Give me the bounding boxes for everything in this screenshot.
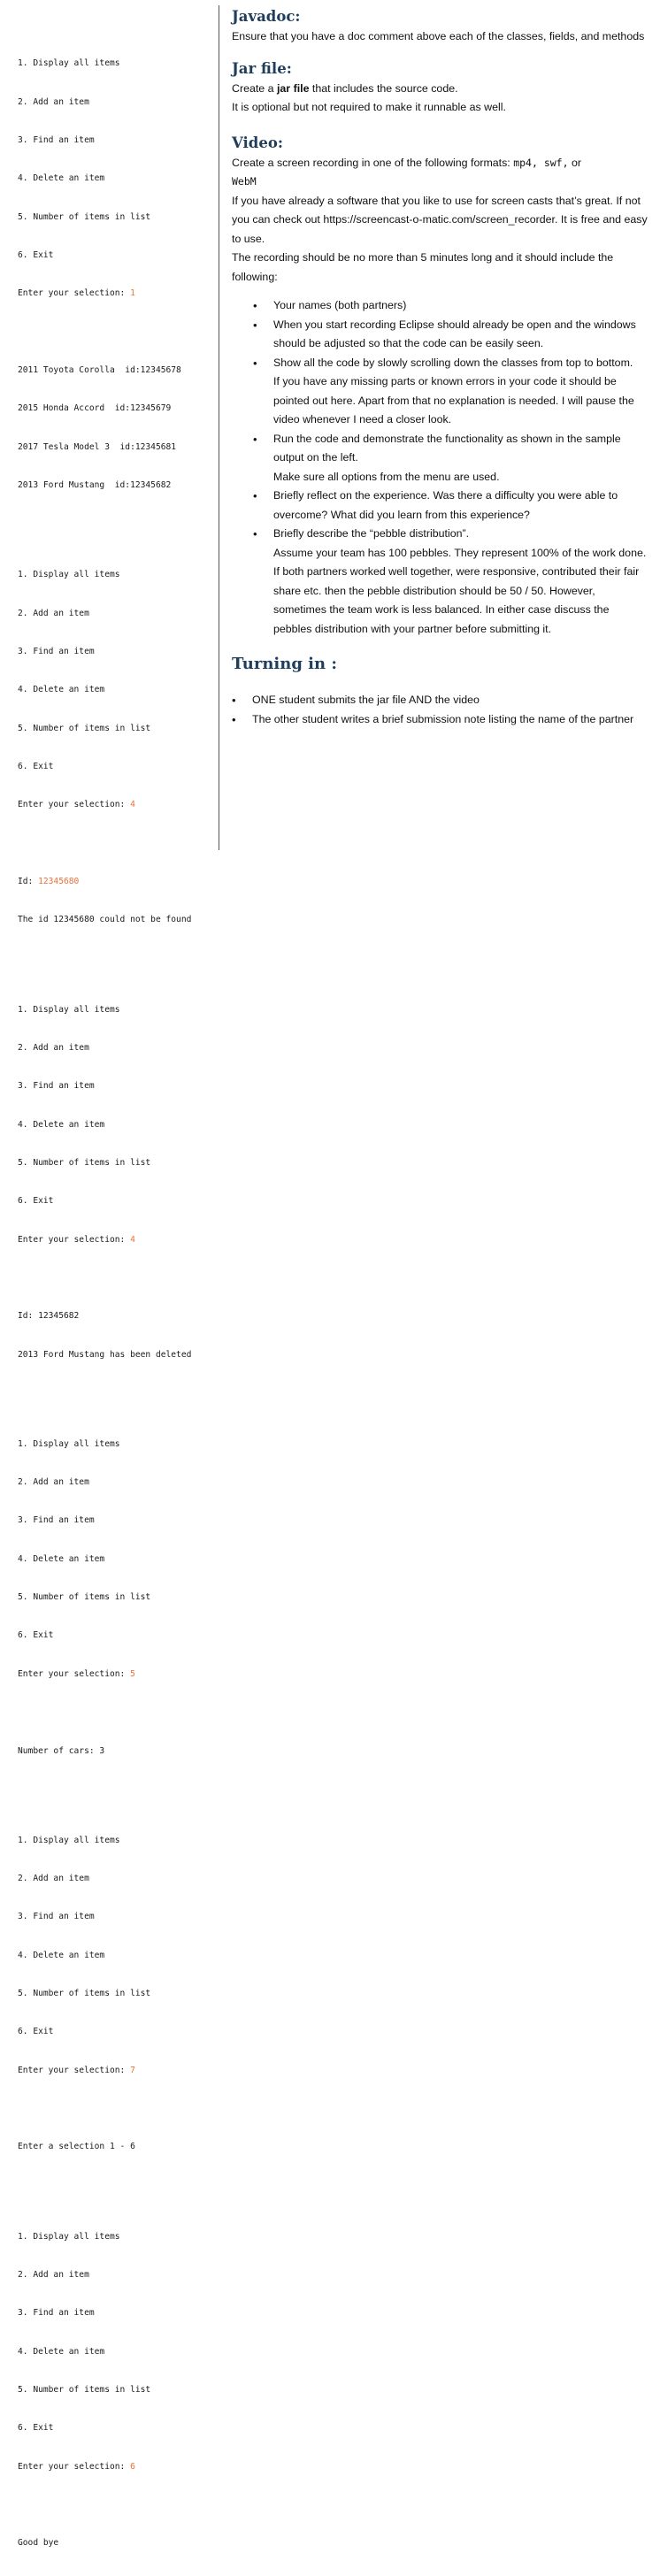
listing-line: 2017 Tesla Model 3 id:12345681 — [18, 441, 177, 452]
video-heading: Video: — [232, 134, 283, 151]
jar-heading: Jar file: — [232, 59, 292, 77]
blank-line — [18, 1387, 214, 1399]
list-item-text: Show all the code by slowly scrolling down the classes from top to bottom. — [273, 356, 633, 369]
list-item — [232, 316, 648, 354]
menu-line: 5. Number of items in list — [18, 211, 151, 222]
jar-text-pre: Create a — [232, 81, 277, 95]
list-item-text: ONE student submits the jar file AND the video — [252, 694, 480, 706]
prompt-text: Enter your selection: — [18, 288, 131, 299]
list-item-extra: Make sure all options from the menu are used. — [273, 470, 500, 483]
goodbye-message: Good bye — [18, 2538, 59, 2549]
blank-line — [18, 953, 214, 965]
jar-text — [232, 80, 648, 99]
video-text-3: The recording should be no more than 5 minutes long and it should include the following: — [232, 251, 614, 283]
video-text-pre: Create a screen recording in one of the following formats: — [232, 156, 514, 169]
user-input: 1 — [130, 288, 135, 299]
blank-line — [18, 838, 214, 850]
javadoc-heading: Javadoc: — [232, 8, 301, 25]
prompt-text: Enter your selection: — [18, 2065, 131, 2075]
blank-line — [18, 1706, 214, 1719]
video-text-2: If you have already a software that you like to use for screen casts that’s great. If not you can check out https://screencast-o-matic.com/screen_recorder. It is free and easy to use. — [232, 194, 648, 245]
turning-in-list — [232, 691, 648, 729]
menu-line: 3. Find an item — [18, 646, 95, 656]
video-format-webm: WebM — [232, 175, 257, 188]
menu-line: 6. Exit — [18, 2027, 54, 2037]
list-item — [232, 354, 648, 430]
turning-in-heading: Turning in : — [232, 655, 338, 673]
javadoc-text: Ensure that you have a doc comment above each of the classes, fields, and methods — [232, 30, 645, 42]
list-item-text: Briefly reflect on the experience. Was there a difficulty you were able to overcome? What did you learn from this experience? — [273, 489, 618, 521]
menu-line: 2. Add an item — [18, 1477, 89, 1488]
list-item-text: Run the code and demonstrate the functionality as shown in the sample output on the left. — [273, 432, 621, 464]
menu-line: 2. Add an item — [18, 1873, 89, 1883]
jar-text-2: It is optional but not required to make it runnable as well. — [232, 101, 506, 113]
menu-line: 5. Number of items in list — [18, 1989, 151, 1999]
selection-prompt — [18, 1234, 214, 1246]
user-input: 12345680 — [38, 877, 80, 887]
menu-line: 4. Delete an item — [18, 685, 105, 695]
blank-line — [18, 326, 214, 339]
list-item — [232, 430, 648, 487]
menu-line: 3. Find an item — [18, 2308, 95, 2319]
menu-line: 5. Number of items in list — [18, 1592, 151, 1603]
menu-line: 5. Number of items in list — [18, 723, 151, 733]
menu-line: 2. Add an item — [18, 608, 89, 618]
menu-line: 4. Delete an item — [18, 173, 105, 184]
menu-line: 5. Number of items in list — [18, 2384, 151, 2395]
range-message: Enter a selection 1 - 6 — [18, 2142, 135, 2152]
prompt-text: Enter your selection: — [18, 1668, 131, 1679]
selection-prompt — [18, 799, 214, 811]
list-item-text: The other student writes a brief submission note listing the name of the partner — [252, 712, 634, 725]
menu-line: 1. Display all items — [18, 2231, 120, 2242]
user-input: 5 — [130, 1668, 135, 1679]
jar-text-bold: jar file — [276, 81, 310, 95]
sample-console-output — [18, 19, 214, 2576]
user-input: 4 — [130, 1234, 135, 1245]
list-item-extra: If you have any missing parts or known errors in your code it should be pointed out here. Apart from that no explanation is needed. I will pause the video whenever I need a closer look. — [273, 375, 634, 426]
id-prompt — [18, 876, 214, 888]
menu-line: 2. Add an item — [18, 1042, 89, 1053]
menu-line: 3. Find an item — [18, 1912, 95, 1922]
listing-line: 2013 Ford Mustang id:12345682 — [18, 480, 172, 491]
blank-line — [18, 2499, 214, 2511]
id-line: Id: 12345682 — [18, 1311, 80, 1322]
instructions-column — [232, 7, 648, 729]
menu-line: 4. Delete an item — [18, 1553, 105, 1564]
menu-line: 2. Add an item — [18, 2269, 89, 2280]
user-input: 6 — [130, 2461, 135, 2472]
menu-line: 4. Delete an item — [18, 1119, 105, 1130]
list-item — [232, 525, 648, 639]
menu-line: 1. Display all items — [18, 1438, 120, 1449]
video-requirements-list — [232, 296, 648, 639]
blank-line — [18, 1272, 214, 1284]
menu-line: 6. Exit — [18, 1630, 54, 1641]
id-label: Id: — [18, 877, 39, 887]
blank-line — [18, 2103, 214, 2115]
menu-line: 3. Find an item — [18, 1081, 95, 1092]
menu-line: 6. Exit — [18, 250, 54, 261]
menu-line: 6. Exit — [18, 2423, 54, 2434]
prompt-text: Enter your selection: — [18, 800, 131, 810]
list-item — [232, 710, 648, 730]
menu-line: 3. Find an item — [18, 135, 95, 146]
menu-line: 1. Display all items — [18, 570, 120, 580]
blank-line — [18, 518, 214, 530]
menu-line: 4. Delete an item — [18, 1950, 105, 1960]
menu-line: 4. Delete an item — [18, 2346, 105, 2357]
list-item-extra: Assume your team has 100 pebbles. They represent 100% of the work done. If both partners worked well together, were responsive, contributed their fair share etc. then the pebble distribution should be 50 / 50. However, sometimes the team work is less balanced. In either case discuss the pebbles distribution with your partner before submitting it. — [273, 546, 647, 635]
listing-line: 2011 Toyota Corolla id:12345678 — [18, 365, 181, 376]
list-item — [232, 691, 648, 710]
user-input: 7 — [130, 2065, 135, 2075]
menu-line: 5. Number of items in list — [18, 1157, 151, 1168]
menu-line: 3. Find an item — [18, 1515, 95, 1526]
blank-line — [18, 2180, 214, 2192]
count-message: Number of cars: 3 — [18, 1745, 105, 1756]
video-text-or: or — [568, 156, 581, 169]
blank-line — [18, 1783, 214, 1796]
selection-prompt — [18, 288, 214, 300]
list-item — [232, 296, 648, 316]
list-item-text: Your names (both partners) — [273, 299, 407, 311]
menu-line: 1. Display all items — [18, 1835, 120, 1845]
list-item-text: When you start recording Eclipse should already be open and the windows should be adjusted so that the code can be easily seen. — [273, 318, 636, 349]
user-input: 4 — [130, 800, 135, 810]
menu-line: 2. Add an item — [18, 96, 89, 107]
selection-prompt — [18, 2065, 214, 2077]
prompt-text: Enter your selection: — [18, 2461, 131, 2472]
video-formats: mp4, swf, — [513, 156, 569, 169]
listing-line: 2015 Honda Accord id:12345679 — [18, 403, 172, 414]
not-found-message: The id 12345680 could not be found — [18, 915, 192, 925]
menu-line: 1. Display all items — [18, 1004, 120, 1015]
menu-line: 6. Exit — [18, 1196, 54, 1207]
menu-line: 6. Exit — [18, 762, 54, 771]
selection-prompt — [18, 1668, 214, 1681]
video-text — [232, 154, 648, 192]
menu-line: 1. Display all items — [18, 58, 120, 69]
list-item — [232, 487, 648, 525]
list-item-text: Briefly describe the “pebble distribution”. — [273, 527, 470, 540]
deleted-message: 2013 Ford Mustang has been deleted — [18, 1349, 192, 1360]
selection-prompt — [18, 2461, 214, 2473]
jar-text-post: that includes the source code. — [309, 81, 458, 95]
prompt-text: Enter your selection: — [18, 1234, 131, 1245]
